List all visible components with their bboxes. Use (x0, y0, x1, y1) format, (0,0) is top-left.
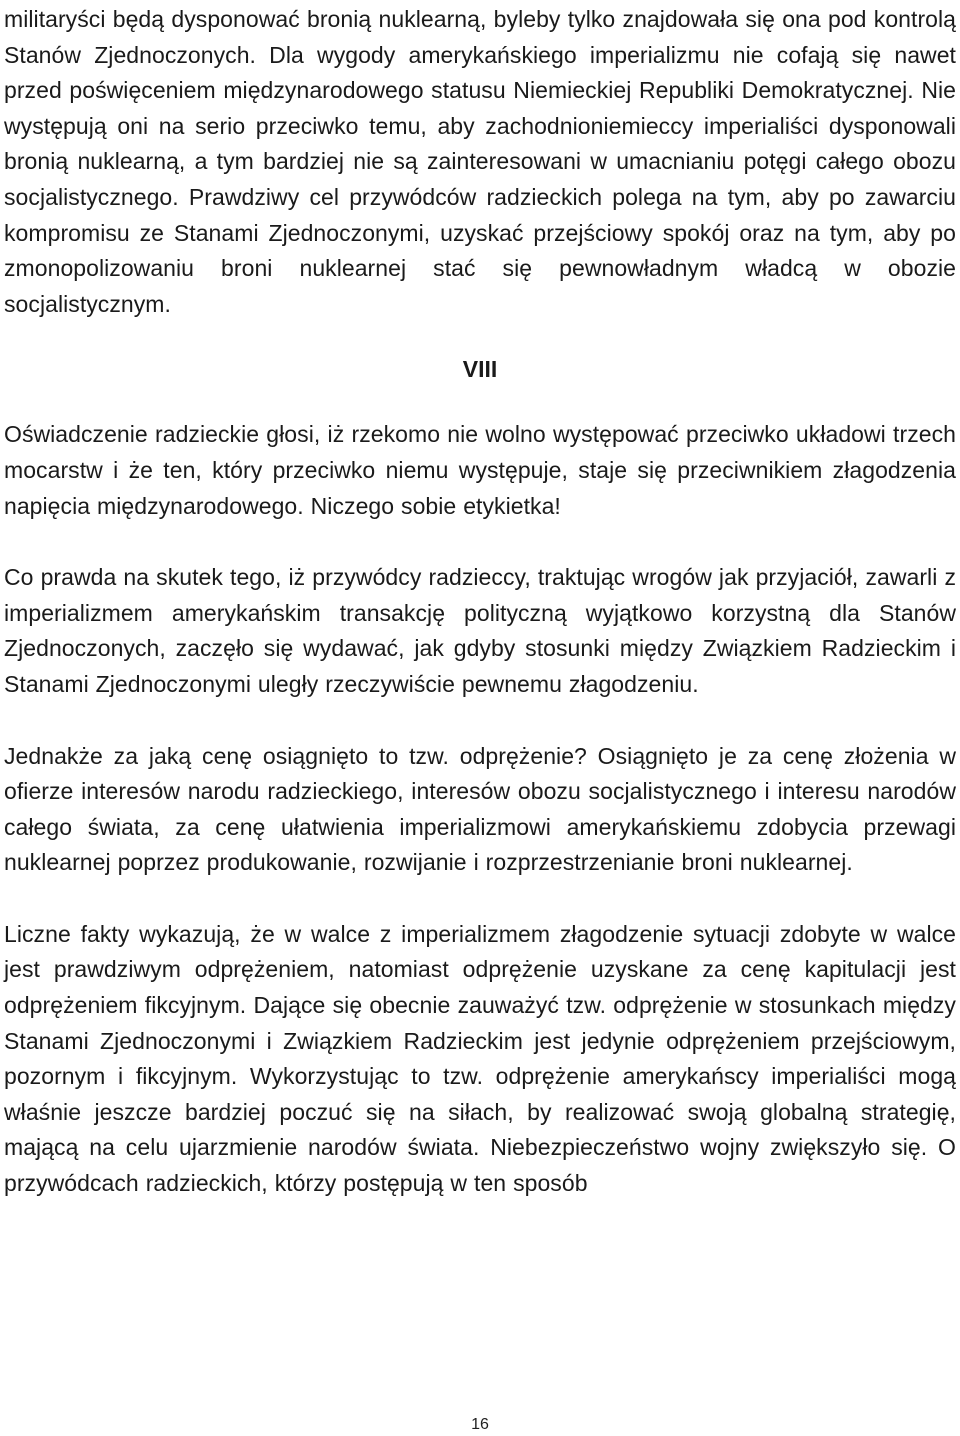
paragraph-sentence: militaryści będą dysponować bronią nuklearną, byleby tylko znajdowała się ona pod kontrolą Stanów Zjednoczonych. Dla wygody amerykańskiego imperializmu nie cofają się nawet przed poświęceniem międzynarodowego statusu Niemieckiej Republiki Demokratycznej. (4, 6, 956, 104)
section-heading: VIII (462, 356, 498, 383)
paragraph: Co prawda na skutek tego, iż przywódcy radzieccy, traktując wrogów jak przyjaciół, zawarli z imperializmem amerykańskim transakcję polityczną wyjątkowo korzystną dla Stanów Zjednoczonych, zaczęło się wydawać, jak gdyby stosunki między Związkiem Radzieckim i Stanami Zjednoczonymi uległy rzeczywiście pewnemu złagodzeniu. (4, 564, 956, 697)
page-number: 16 (471, 1416, 489, 1433)
document-page (4, 0, 956, 1202)
paragraph: Liczne fakty wykazują, że w walce z imperializmem złagodzenie sytuacji zdobyte w walce jest prawdziwym odprężeniem, natomiast odprężenie uzyskane za cenę kapitulacji jest odprężeniem fikcyjnym. Dające się obecnie zauważyć tzw. odprężenie w stosunkach między Stanami Zjednoczonymi i Związkiem Radzieckim jest jedynie odprężeniem przejściowym, pozornym i fikcyjnym. Wykorzystując to tzw. odprężenie amerykańscy imperialiści mogą właśnie jeszcze bardziej poczuć się na siłach, by realizować swoją globalną strategię, mającą na celu ujarzmienie narodów świata. Niebezpieczeństwo wojny zwiększyło się. O przywódcach radzieckich, którzy postępują w ten sposób (4, 920, 956, 1197)
paragraph: Oświadczenie radzieckie głosi, iż rzekomo nie wolno występować przeciwko układowi trzech mocarstw i że ten, który przeciwko niemu występuje, staje się przeciwnikiem złagodzenia napięcia międzynarodowego. Niczego sobie etykietka! (4, 421, 956, 519)
paragraph-sentence: Nie występują oni na serio przeciwko temu, aby zachodnioniemieccy imperialiści dysponowali bronią nuklearną, a tym bardziej nie są zainteresowani w umacnianiu potęgi całego obozu socjalistycznego. (4, 77, 956, 210)
paragraph-sentence: Prawdziwy cel przywódców radzieckich polega na tym, aby po zawarciu kompromisu ze Stanami Zjednoczonymi, uzyskać przejściowy spokój oraz na tym, aby po zmonopolizowaniu broni nuklearnej stać się pewnowładnym władcą w obozie socjalistycznym. (4, 183, 956, 317)
paragraph-continuation (4, 2, 956, 322)
paragraph: Jednakże za jaką cenę osiągnięto to tzw. odprężenie? Osiągnięto je za cenę złożenia w ofierze interesów narodu radzieckiego, interesów obozu socjalistycznego i interesu narodów całego świata, za cenę ułatwienia imperializmowi amerykańskiemu zdobycia przewagi nuklearnej poprzez produkowanie, rozwijanie i rozprzestrzenianie broni nuklearnej. (4, 742, 956, 876)
